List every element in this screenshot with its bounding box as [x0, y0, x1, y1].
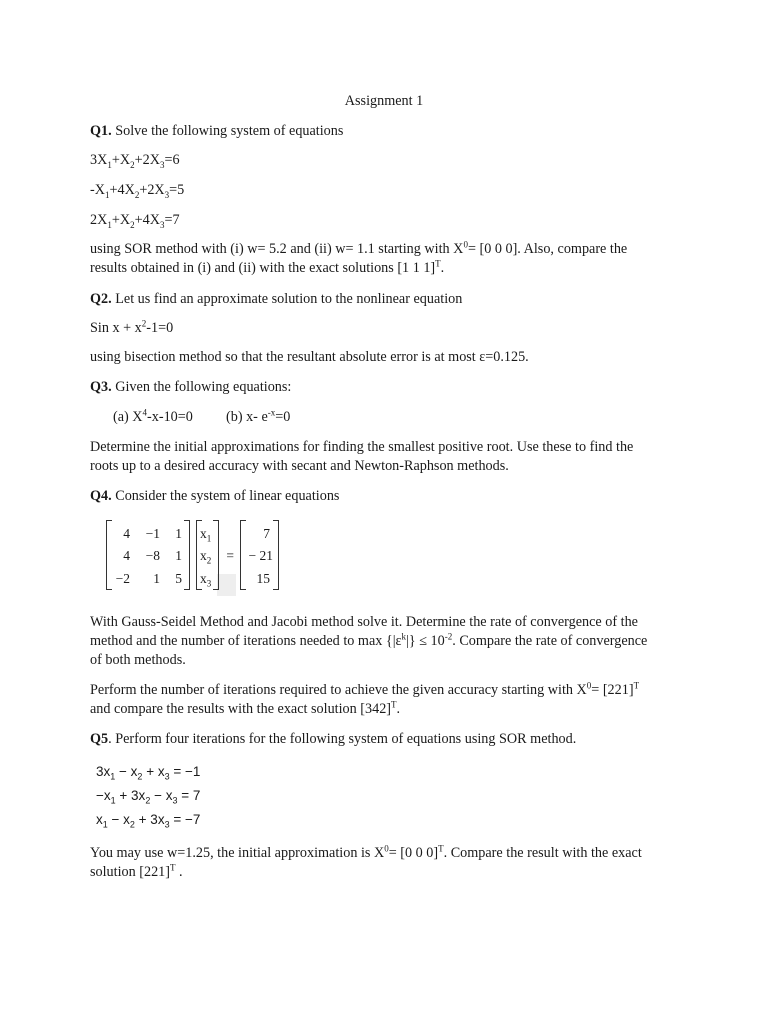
q1-method-line-2: results obtained in (i) and (ii) with the exact solutions [1 1 1]$^T$. [90, 258, 445, 276]
q4-paragraph-1-line-2: method and the number of iterations needed to $\max \{|\varepsilon^k|\} \le 10^{-2}$. Compare the rate of convergence [90, 631, 648, 649]
q2-text: Let us find an approximate solution to the nonlinear equation [111, 291, 463, 307]
q1-label: Q1. [90, 123, 112, 139]
q4-paragraph-1-line-3: of both methods. [90, 652, 186, 668]
q4-text: Consider the system of linear equations [111, 488, 340, 504]
q2-equation: Sin $x + x^2-1=0$ [90, 318, 174, 336]
q3-equation-a: (a) $X^4-x-10=0$ [113, 407, 193, 425]
q5-equation-1: $3x_1 - x_2 + x_3 = -1$ [96, 764, 201, 782]
matrix-cell: 4 [123, 548, 130, 563]
q5-text: . Perform four iterations for the following system of equations using SOR method. [108, 731, 577, 747]
scan-smudge [217, 574, 236, 596]
q5-heading [90, 730, 576, 749]
q4-paragraph-1-line-1: With Gauss-Seidel Method and Jacobi method solve it. Determine the rate of convergence of the [90, 614, 638, 630]
q1-text: Solve the following system of equations [111, 123, 344, 139]
matrix-cell: 1 [175, 526, 182, 541]
q4-paragraph-2-line-2: and compare the results with the exact solution $[342]^T$. [90, 699, 401, 717]
q5-paragraph-line-1: You may use w=1.25, the initial approximation is $X^0= [0$ 0 0]$^T$. Compare the result with the exact [90, 843, 642, 861]
vector-right-bracket [213, 520, 219, 590]
q4-paragraph-2-line-1: Perform the number of iterations required to achieve the given accuracy starting with $X^0= [221]^T$ [90, 680, 640, 698]
q3-label: Q3. [90, 379, 112, 395]
q3-text: Given the following equations: [111, 379, 292, 395]
q4-label: Q4. [90, 488, 112, 504]
rhs-cell: − 21 [248, 548, 273, 563]
rhs-right-bracket [273, 520, 279, 590]
vector-cell: $x_3$ [200, 571, 212, 589]
q1-heading [90, 122, 343, 141]
document-title: Assignment 1 [344, 93, 424, 109]
matrix-cell: −2 [115, 571, 130, 586]
q2-method: using bisection method so that the resultant absolute error is at most ε=0.125. [90, 349, 529, 365]
q3-paragraph-line-2: roots up to a desired accuracy with secant and Newton-Raphson methods. [90, 458, 509, 474]
matrix-cell: −8 [145, 548, 160, 563]
matrix-cell: 1 [153, 571, 160, 586]
rhs-cell: 7 [263, 526, 270, 541]
q1-equation-2: $-X_1+4X_2+2X_3=5$ [90, 182, 185, 200]
matrix-cell: 1 [175, 548, 182, 563]
vector-cell: $x_2$ [200, 548, 212, 566]
q2-heading [90, 290, 462, 309]
rhs-cell: 15 [256, 571, 270, 586]
q3-heading [90, 378, 291, 397]
q4-heading [90, 487, 339, 506]
q5-equation-2: $-x_1 + 3x_2 - x_3 = 7$ [96, 788, 201, 806]
matrix-cell: −1 [145, 526, 160, 541]
matrix-right-bracket [184, 520, 190, 590]
equals-sign: = [226, 548, 234, 563]
q5-equation-3: $x_1 - x_2 + 3x_3 = -7$ [96, 812, 201, 830]
q1-equation-1: $3X_1+X_2+2X_3=6$ [90, 152, 180, 170]
q5-label: Q5 [90, 731, 109, 747]
q1-equation-3: $2X_1+X_2+4X_3=7$ [90, 212, 180, 230]
q3-paragraph-line-1: Determine the initial approximations for finding the smallest positive root. Use these to find the [90, 439, 634, 455]
q2-label: Q2. [90, 291, 112, 307]
matrix-cell: 5 [175, 571, 182, 586]
matrix-cell: 4 [123, 526, 130, 541]
vector-cell: $x_1$ [200, 526, 212, 544]
q1-method-line-1: using SOR method with (i) w= 5.2 and (ii) w= 1.1 starting with $X^0= [0$ 0 0]. Also, compare the [90, 239, 628, 257]
q5-paragraph-line-2: solution $[221]^T$ . [90, 862, 183, 880]
q3-equation-b: (b) x- $e^{-x}=0$ [226, 407, 291, 425]
